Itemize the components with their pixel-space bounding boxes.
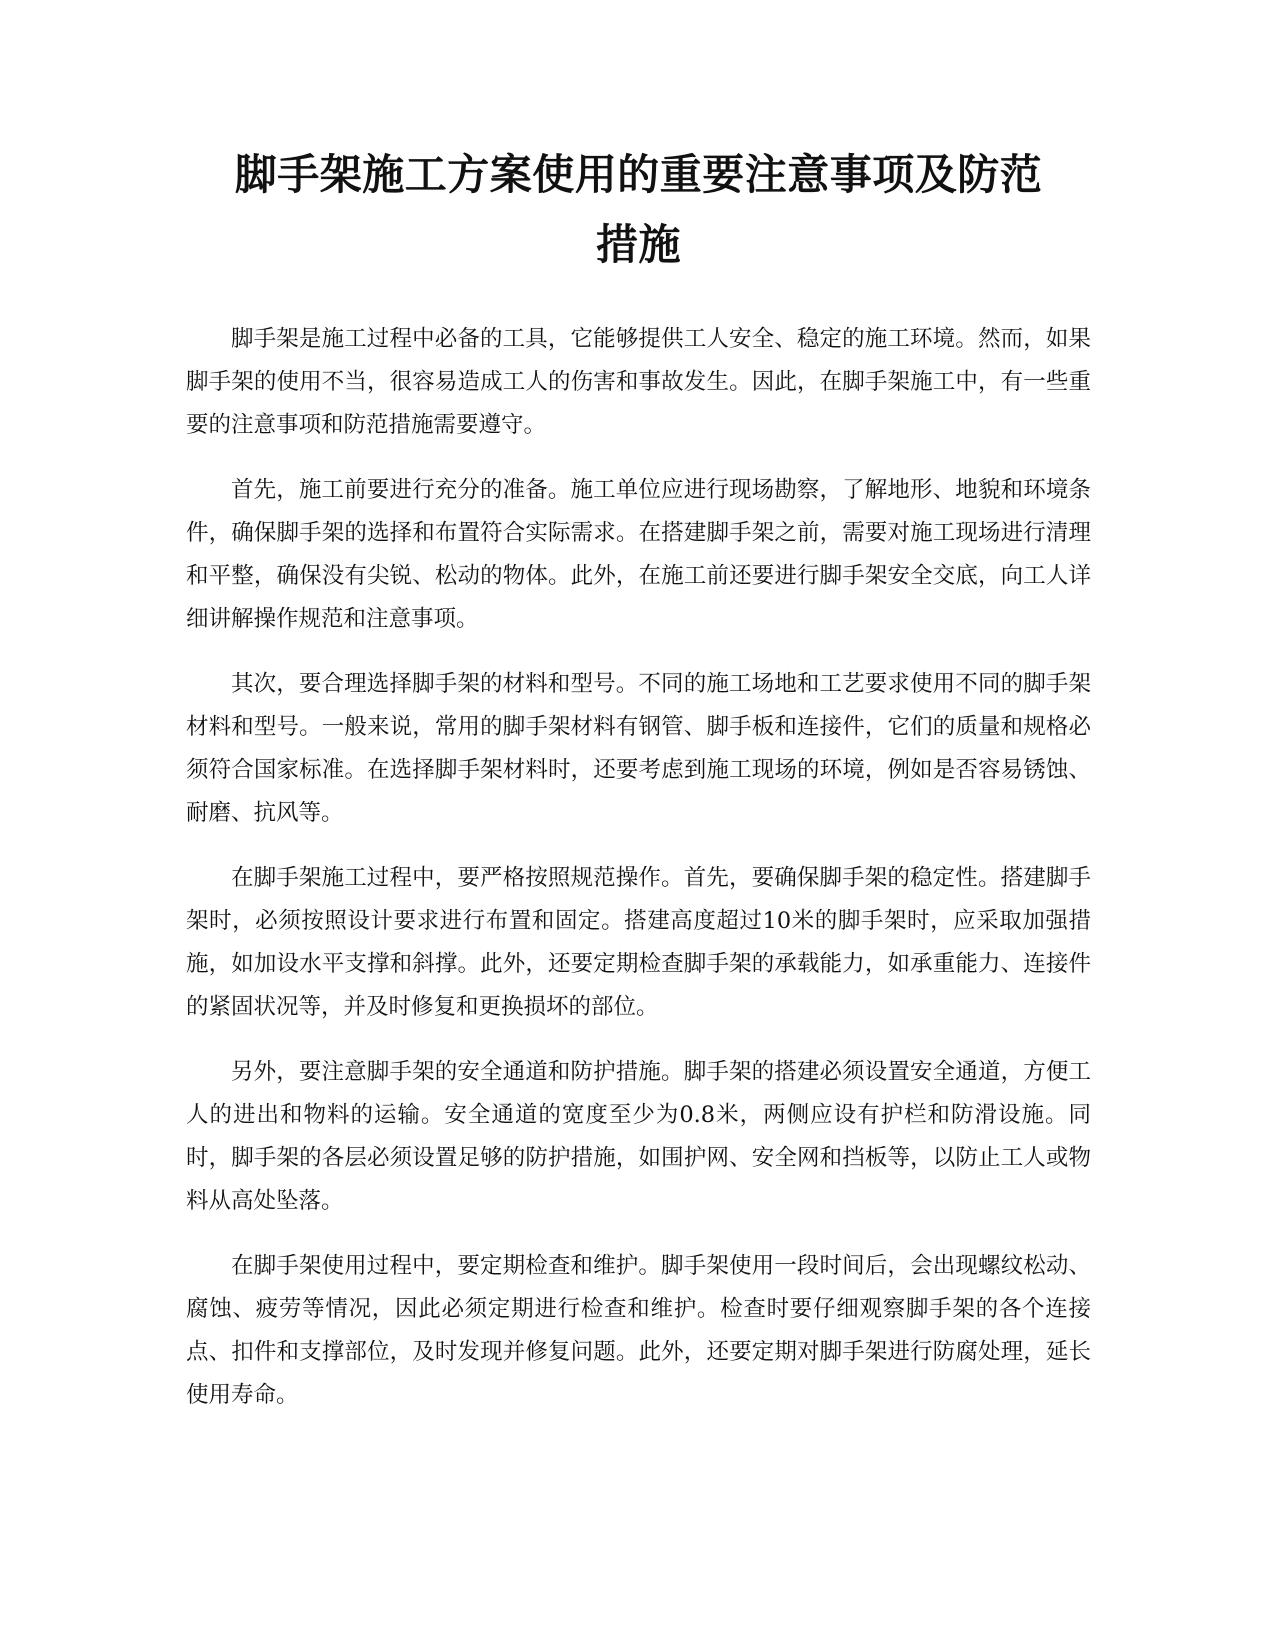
title-line-1: 脚手架施工方案使用的重要注意事项及防范 xyxy=(234,150,1043,199)
paragraph-materials: 其次，要合理选择脚手架的材料和型号。不同的施工场地和工艺要求使用不同的脚手架材料和型号。一般来说，常用的脚手架材料有钢管、脚手板和连接件，它们的质量和规格必须符合国家标准。在选择脚手架材料时，还要考虑到施工现场的环境，例如是否容易锈蚀、耐磨、抗风等。 xyxy=(186,671,1091,826)
paragraph-maintenance: 在脚手架使用过程中，要定期检查和维护。脚手架使用一段时间后，会出现螺纹松动、腐蚀、疲劳等情况，因此必须定期进行检查和维护。检查时要仔细观察脚手架的各个连接点、扣件和支撑部位，及时发现并修复问题。此外，还要定期对脚手架进行防腐处理，延长使用寿命。 xyxy=(186,1253,1091,1408)
paragraph-preparation: 首先，施工前要进行充分的准备。施工单位应进行现场勘察，了解地形、地貌和环境条件，确保脚手架的选择和布置符合实际需求。在搭建脚手架之前，需要对施工现场进行清理和平整，确保没有尖锐、松动的物体。此外，在施工前还要进行脚手架安全交底，向工人详细讲解操作规范和注意事项。 xyxy=(186,477,1091,632)
document-body xyxy=(186,318,1091,1417)
document-title xyxy=(186,140,1091,280)
paragraph-intro: 脚手架是施工过程中必备的工具，它能够提供工人安全、稳定的施工环境。然而，如果脚手架的使用不当，很容易造成工人的伤害和事故发生。因此，在脚手架施工中，有一些重要的注意事项和防范措施需要遵守。 xyxy=(186,326,1091,438)
paragraph-operation: 在脚手架施工过程中，要严格按照规范操作。首先，要确保脚手架的稳定性。搭建脚手架时，必须按照设计要求进行布置和固定。搭建高度超过10米的脚手架时，应采取加强措施，如加设水平支撑和斜撑。此外，还要定期检查脚手架的承载能力，如承重能力、连接件的紧固状况等，并及时修复和更换损坏的部位。 xyxy=(186,865,1091,1020)
paragraph-safety-passage: 另外，要注意脚手架的安全通道和防护措施。脚手架的搭建必须设置安全通道，方便工人的进出和物料的运输。安全通道的宽度至少为0.8米，两侧应设有护栏和防滑设施。同时，脚手架的各层必须设置足够的防护措施，如围护网、安全网和挡板等，以防止工人或物料从高处坠落。 xyxy=(186,1059,1091,1214)
document-page xyxy=(186,140,1091,1439)
title-line-2: 措施 xyxy=(595,220,681,269)
